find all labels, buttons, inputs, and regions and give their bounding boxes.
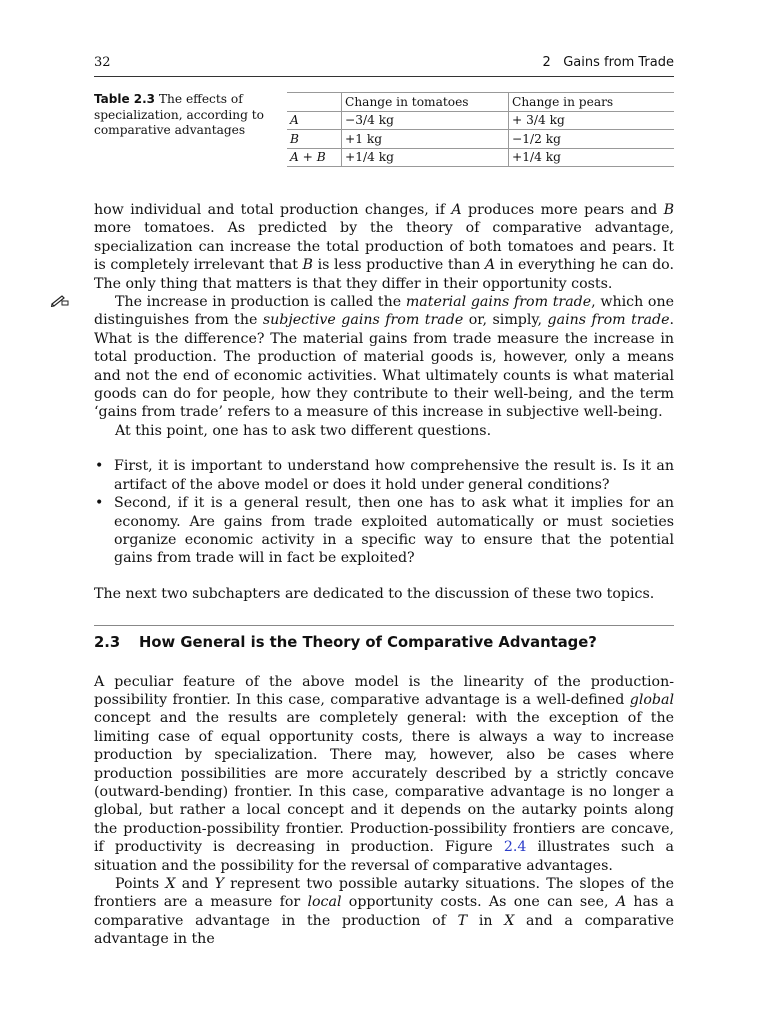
- table-cell: +1/4 kg: [342, 148, 509, 167]
- table-cell: + 3/4 kg: [509, 111, 675, 130]
- table-header-cell: [287, 93, 342, 112]
- paragraph-5: A peculiar feature of the above model is the linearity of the production-possibility frontier. In this case, comparative advantage is a well-defined global concept and the results are completely general: with the exception of the limiting case of equal opportunity costs, there is always a way to increase production by specialization. There may, however, also be cases where production possibilities are more accurately described by a strictly concave (outward-bending) frontier. In this case, comparative advantage is no longer a global, but rather a local concept and it depends on the autarky points along the production-possibility frontier. Production-possibility frontiers are concave, if productivity is decreasing in production. Figure 2.4 illustrates such a situation and the possibility for the reversal of comparative advantages.: [94, 673, 674, 874]
- section-number: 2.3: [94, 634, 121, 652]
- section-heading: [94, 634, 674, 652]
- table-row: [287, 111, 674, 130]
- table-cell: −1/2 kg: [509, 130, 675, 149]
- table-row: [287, 130, 674, 149]
- paragraph-2: The increase in production is called the material gains from trade, which one distinguishes from the subjective gains from trade or, simply, gains from trade. What is the difference? The material gains from trade measure the increase in total production. The production of material goods is, however, only a means and not the end of economic activities. What ultimately counts is what material goods can do for people, how they contribute to their well-being, and the term ‘gains from trade’ refers to a measure of this increase in subjective well-being.: [94, 294, 675, 421]
- table-header-row: [287, 93, 674, 112]
- section-divider: [94, 625, 674, 626]
- table-cell: −3/4 kg: [342, 111, 509, 130]
- table-cell: A: [287, 111, 342, 130]
- table-caption: [94, 92, 269, 139]
- page-number: 32: [94, 55, 111, 70]
- chapter-title: 2 Gains from Trade: [542, 55, 674, 70]
- list-item: • First, it is important to understand how comprehensive the result is. Is it an artifact of the above model or does it hold under general conditions?: [95, 458, 674, 493]
- list-item: • Second, if it is a general result, then one has to ask what it implies for an economy. Are gains from trade exploited automatically or must societies organize economic activity in a specific way to ensure that the potential gains from trade will in fact be exploited?: [95, 495, 674, 567]
- paragraph-6: Points X and Y represent two possible autarky situations. The slopes of the frontiers are a measure for local opportunity costs. As one can see, A has a comparative advantage in the production of T in X and a comparative advantage in the: [94, 876, 674, 948]
- table-header-cell: Change in tomatoes: [342, 93, 509, 112]
- running-header: [94, 54, 674, 77]
- table-cell: +1/4 kg: [509, 148, 675, 167]
- figure-link[interactable]: 2.4: [503, 839, 527, 856]
- bullet: •: [95, 495, 104, 512]
- body-text: [94, 201, 674, 949]
- table-cell: B: [287, 130, 342, 149]
- table-label: Table 2.3: [94, 92, 156, 106]
- table-caption-text: The effects of specialization, according to comparative advantages: [94, 92, 265, 137]
- paragraph-1: how individual and total production changes, if A produces more pears and B more tomatoes. As predicted by the theory of comparative advantage, specialization can increase the total production of both tomatoes and pears. It is completely irrelevant that B is less productive than A in everything he can do. The only thing that matters is that they differ in their opportunity costs.: [94, 202, 674, 292]
- pencil-icon: [50, 293, 70, 311]
- effects-table: [287, 92, 674, 167]
- table-header-cell: Change in pears: [509, 93, 675, 112]
- question-list: [94, 457, 674, 567]
- section-title: How General is the Theory of Comparative Advantage?: [139, 634, 597, 652]
- table-cell: A + B: [287, 148, 342, 167]
- paragraph-4: The next two subchapters are dedicated to the discussion of these two topics.: [94, 585, 655, 602]
- bullet: •: [95, 458, 104, 475]
- table-row: [287, 148, 674, 167]
- table-cell: +1 kg: [342, 130, 509, 149]
- paragraph-3: At this point, one has to ask two different questions.: [115, 422, 492, 439]
